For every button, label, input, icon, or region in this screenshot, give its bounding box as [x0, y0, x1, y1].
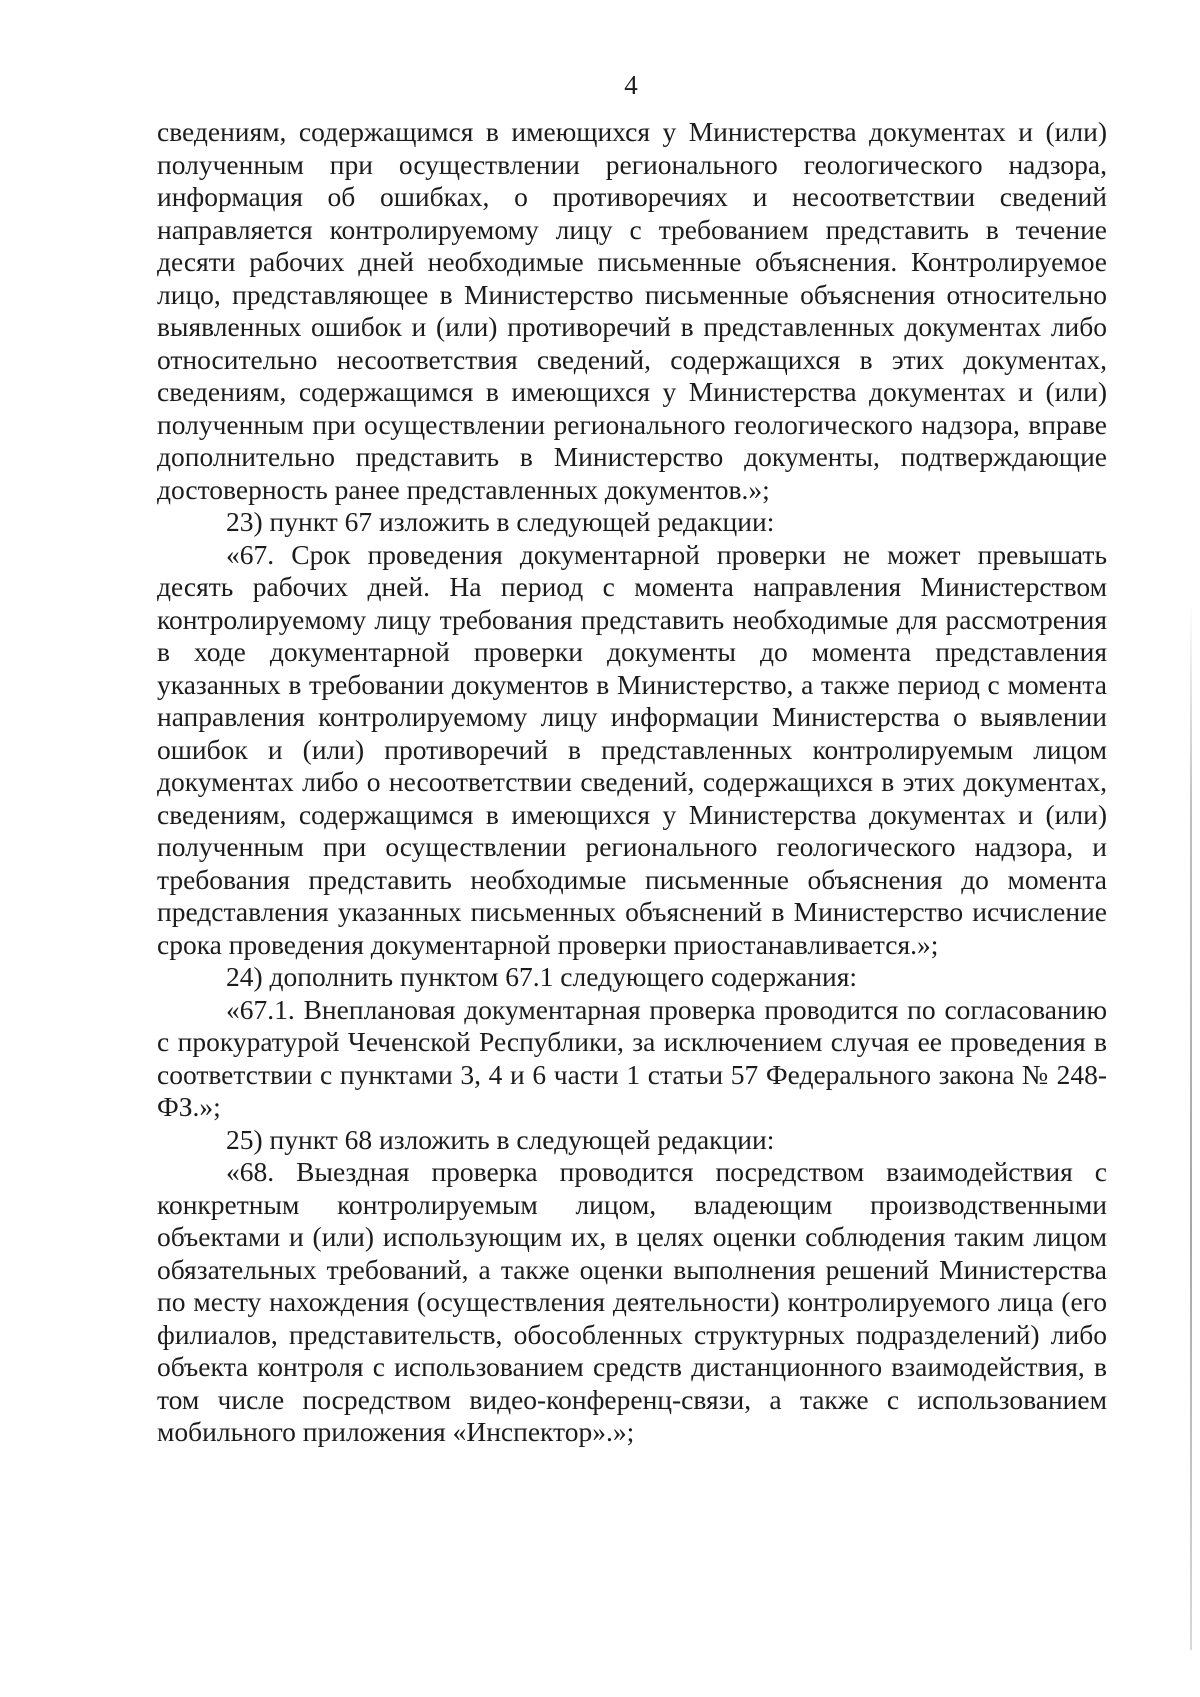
- paragraph-clause-67-1: «67.1. Внеплановая документарная проверка проводится по согласованию с прокуратурой Чеченской Республики, за исключением случая ее проведения в соответствии с пунктами 3, 4 и 6 части 1 статьи 57 Федерального закона № 248-ФЗ.»;: [157, 993, 1107, 1122]
- scan-edge-shadow: [1190, 600, 1192, 1650]
- page-number: 4: [624, 70, 638, 100]
- paragraph-clause-68: «68. Выездная проверка проводится посредством взаимодействия с конкретным контролируемым лицом, владеющим производственными объектами и (или) использующим их, в целях оценки соблюдения таким лицом обязательных требований, а также оценки выполнения решений Министерства по месту нахождения (осуществления деятельности) контролируемого лица (его филиалов, представительств, обособленных структурных подразделений) либо объекта контроля с использованием средств дистанционного взаимодействия, в том числе посредством видео-конференц-связи, а также с использованием мобильного приложения «Инспектор».»;: [157, 1156, 1107, 1447]
- paragraph-continuation: сведениям, содержащимся в имеющихся у Министерства документах и (или) полученным при осуществлении регионального геологического надзора, информация об ошибках, о противоречиях и несоответствии сведений направляется контролируемому лицу с требованием представить в течение десяти рабочих дней необходимые письменные объяснения. Контролируемое лицо, представляющее в Министерство письменные объяснения относительно выявленных ошибок и (или) противоречий в представленных документах либо относительно несоответствия сведений, содержащихся в этих документах, сведениям, содержащимся в имеющихся у Министерства документах и (или) полученным при осуществлении регионального геологического надзора, вправе дополнительно представить в Министерство документы, подтверждающие достоверность ранее представленных документов.»;: [157, 116, 1107, 505]
- document-body: [157, 116, 1107, 1449]
- paragraph-item-23: 23) пункт 67 изложить в следующей редакции:: [226, 506, 775, 537]
- paragraph-item-24: 24) дополнить пунктом 67.1 следующего содержания:: [226, 961, 858, 992]
- paragraph-item-25: 25) пункт 68 изложить в следующей редакции:: [226, 1123, 775, 1155]
- paragraph-clause-67: «67. Срок проведения документарной проверки не может превышать десять рабочих дней. На период с момента направления Министерством контролируемому лицу требования представить необходимые для рассмотрения в ходе документарной проверки документы до момента представления указанных в требовании документов в Министерство, а также период с момента направления контролируемому лицу информации Министерства о выявлении ошибок и (или) противоречий в представленных контролируемым лицом документах либо о несоответствии сведений, содержащихся в этих документах, сведениям, содержащимся в имеющихся у Министерства документах и (или) полученным при осуществлении регионального геологического надзора, и требования представить необходимые письменные объяснения до момента представления указанных письменных объяснений в Министерство исчисление срока проведения документарной проверки приостанавливается.»;: [157, 538, 1107, 960]
